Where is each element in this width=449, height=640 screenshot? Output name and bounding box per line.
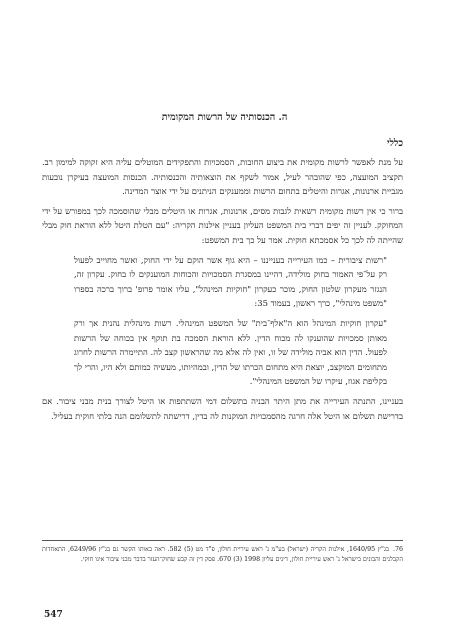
page-number: 547	[44, 610, 63, 620]
footnote-area	[42, 540, 403, 565]
subheading: כללי	[386, 138, 403, 149]
section-title: ה. הכנסותיה של הרשות המקומית	[161, 112, 288, 123]
footnote-number: 76.	[392, 546, 403, 553]
block-quote-2: "עקרון חוקיות המינהל הוא ה"אלף־בית" של המשפט המינהלי. רשות מינהלית נהנית אך ורק מאותן סמכויות שהוענקו לה מכוח הדין. ללא הוראת הסמכה בת תוקף אין בכוחה של הרשות לפעול. הדין הוא אביה מולידה של זו, ואין לה אלא מה שהראשון קצב לה. התיימרה הרשות לחרוג מתחומים המוקצב, יוצאת היא מתחום הכרתו של הדין, ובמהיותו, מעשיה כמותם ולא היו, והרי לך בקליפת אגוז, עיקרו של המשפט המינהלי".	[74, 317, 387, 387]
footnote-text: בג"ץ 1640/95, אילנות הקריה (ישראל) בע"מ נ' ראש עיריית חולון, פ"ד מט (5) 582. ראה באותו הקשר גם בג"ץ 6249/96, התאחדות הקבלנים והבונים בישראל נ' ראש עיריית חולון, דינים עליון 1998 (3) 670. פסק דין זה קבע שחוק־העזר בדבר מבני ציבור אינו חוקי.	[42, 546, 403, 563]
paragraph-2: ברור כי אין רשות מקומית רשאית לגבות מסים, ארנונות, אגרות או היטלים מבלי שהוסמכה לכך במפורש על ידי המחוקק. לעניין זה יפים דברי בית המשפט העליון בעניין אילנות הקריה: "עם הטלת היטל ללא הוראת חוק מבלי שהייתה לה לכך כל אסמכתא חוקית. אמר על כך בית המשפט:	[42, 205, 403, 245]
paragraph-closing: בעניינו, התנתה העירייה את מתן היתר הבניה בתשלום דמי השתתפות או היטל לצורך בנית מבני ציבור. אם בדרישת תשלום או היטל אלה חרגה מהסמכויות המוקנות לה בדין, דרישתה לתשלומם הנה בלתי חוקית בעליל.	[42, 395, 403, 421]
paragraph-1: על מנת לאפשר לרשות מקומית את ביצוע החובות, הסמכויות והתפקידים המוטלים עליה היא זקוקה למימון רב. תקציב המועצה, כפי שהובהר לעיל, אמור לשקף את הוצאותיה והכנסותיה. הכנסות המועצה בעיקרן נובעות מגביית ארנונות, אגרות והיטלים בתחום הרשות וממענקים הניתנים על ידי אוצר המדינה.	[42, 157, 403, 197]
block-quote-1: "רשות ציבורית – כמו העירייה בענייננו – היא גוף אשר הוקם על ידי החוק, ואשר מחוייב לפעול רק על־פי האמור בחוק מולידה, דהיינו במסגרת הסמכויות והכוחות המוענקים לו בחוק. עקרון זה, הנגזר מעקרון שלטון החוק, מוכר כעקרון "חוקיות המינהל", עליו אומר פרופ' ברוך ברכה בספרו "משפט מינהלי", כרך ראשון, בעמוד 35:	[74, 254, 387, 309]
body-text	[42, 155, 403, 428]
